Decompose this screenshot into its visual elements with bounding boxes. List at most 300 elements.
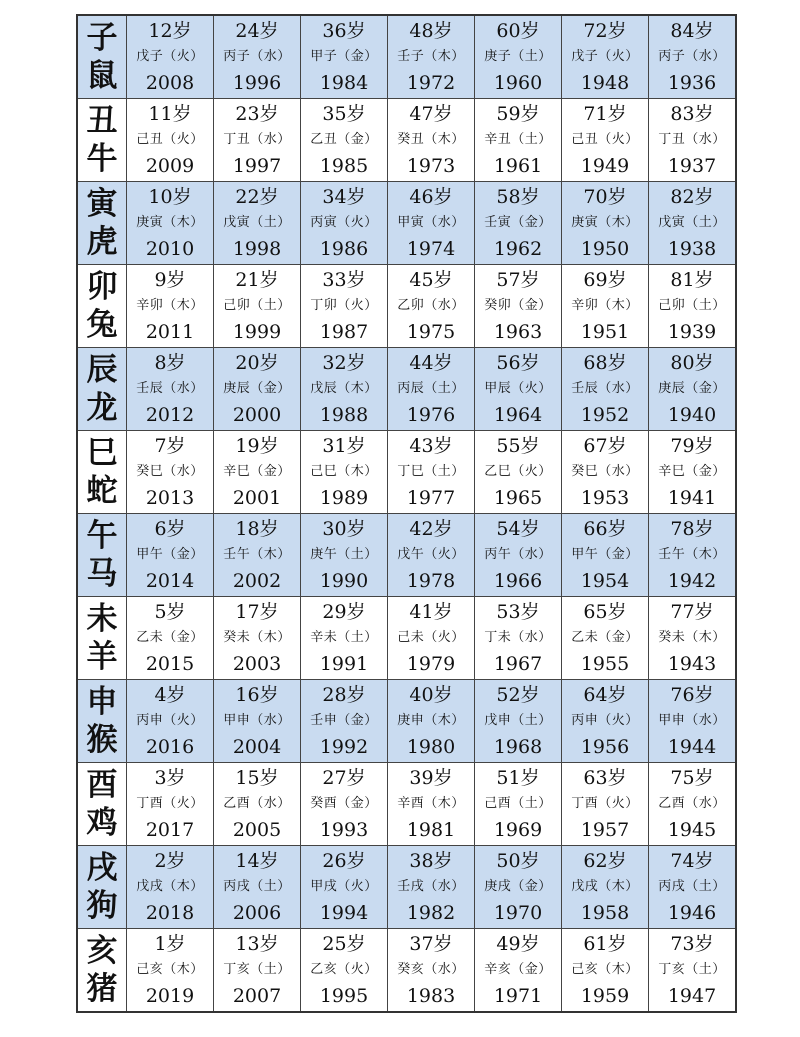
age: 54岁 [496,517,540,540]
age: 71岁 [583,102,627,125]
age: 29岁 [322,600,366,623]
ganzhi-element: 庚辰（金） [658,380,726,396]
ganzhi-element: 乙卯（水） [397,297,465,313]
ganzhi-element: 壬午（木） [223,546,291,562]
age: 76岁 [670,683,714,706]
ganzhi-element: 甲辰（火） [484,380,552,396]
age-cell [388,597,475,680]
birth-year: 1961 [493,154,543,177]
zodiac-label-cell [77,265,127,348]
zodiac-animal: 猪 [86,971,118,1007]
birth-year: 1952 [580,403,630,426]
age-cell [388,348,475,431]
age-cell [475,15,562,99]
zodiac-label-cell [77,846,127,929]
ganzhi-element: 辛巳（金） [223,463,291,479]
ganzhi-element: 甲午（金） [571,546,639,562]
birth-year: 1996 [232,71,282,94]
age-cell [649,846,737,929]
age-cell [388,431,475,514]
earthly-branch: 未 [86,601,118,637]
earthly-branch: 戌 [86,850,118,886]
age: 57岁 [496,268,540,291]
age: 53岁 [496,600,540,623]
birth-year: 2010 [145,237,195,260]
ganzhi-element: 己丑（火） [571,131,639,147]
birth-year: 1978 [406,569,456,592]
age-cell [649,431,737,514]
ganzhi-element: 壬午（木） [658,546,726,562]
age-cell [301,680,388,763]
age-cell [127,182,214,265]
age: 14岁 [235,849,279,872]
ganzhi-element: 甲寅（水） [397,214,465,230]
age-cell [127,929,214,1013]
age: 6岁 [154,517,186,540]
ganzhi-element: 戊午（火） [397,546,465,562]
ganzhi-element: 壬子（木） [397,48,465,64]
ganzhi-element: 乙未（金） [571,629,639,645]
ganzhi-element: 壬戌（水） [397,878,465,894]
age: 25岁 [322,932,366,955]
ganzhi-element: 癸卯（金） [484,297,552,313]
age: 55岁 [496,434,540,457]
earthly-branch: 午 [86,518,118,554]
age-cell [214,265,301,348]
birth-year: 1958 [580,901,630,924]
age-cell [475,182,562,265]
earthly-branch: 亥 [86,933,118,969]
zodiac-animal: 狗 [86,888,118,924]
age-cell [214,929,301,1013]
age-cell [214,431,301,514]
age: 3岁 [154,766,186,789]
birth-year: 1943 [667,652,717,675]
age-cell [127,514,214,597]
age: 65岁 [583,600,627,623]
age: 78岁 [670,517,714,540]
age: 60岁 [496,19,540,42]
birth-year: 1998 [232,237,282,260]
ganzhi-element: 庚午（土） [310,546,378,562]
ganzhi-element: 癸巳（水） [571,463,639,479]
birth-year: 2017 [145,818,195,841]
age: 8岁 [154,351,186,374]
age: 47岁 [409,102,453,125]
birth-year: 1967 [493,652,543,675]
zodiac-animal: 猴 [86,722,118,758]
birth-year: 1942 [667,569,717,592]
age-cell [214,99,301,182]
ganzhi-element: 己未（火） [397,629,465,645]
birth-year: 1991 [319,652,369,675]
zodiac-row [77,680,736,763]
age: 7岁 [154,434,186,457]
birth-year: 1982 [406,901,456,924]
age-cell [475,597,562,680]
birth-year: 1941 [667,486,717,509]
age-cell [388,265,475,348]
ganzhi-element: 甲戌（火） [310,878,378,894]
ganzhi-element: 庚寅（木） [571,214,639,230]
ganzhi-element: 丁亥（土） [223,961,291,977]
age-cell [127,680,214,763]
ganzhi-element: 丙申（火） [571,712,639,728]
ganzhi-element: 丙午（水） [484,546,552,562]
ganzhi-element: 辛亥（金） [484,961,552,977]
age-cell [301,929,388,1013]
ganzhi-element: 癸未（木） [658,629,726,645]
ganzhi-element: 癸酉（金） [310,795,378,811]
age-cell [214,763,301,846]
age-cell [649,99,737,182]
zodiac-label-cell [77,763,127,846]
age-cell [214,514,301,597]
age-cell [301,99,388,182]
age-cell [301,348,388,431]
age-cell [475,348,562,431]
age: 81岁 [670,268,714,291]
zodiac-row [77,431,736,514]
age-cell [301,763,388,846]
ganzhi-element: 丁亥（土） [658,961,726,977]
birth-year: 1956 [580,735,630,758]
zodiac-row [77,182,736,265]
birth-year: 2004 [232,735,282,758]
zodiac-label-cell [77,182,127,265]
birth-year: 1979 [406,652,456,675]
ganzhi-element: 丙戌（土） [223,878,291,894]
birth-year: 2019 [145,984,195,1007]
age: 46岁 [409,185,453,208]
age-cell [475,929,562,1013]
birth-year: 1976 [406,403,456,426]
age: 4岁 [154,683,186,706]
age: 2岁 [154,849,186,872]
birth-year: 1997 [232,154,282,177]
earthly-branch: 申 [86,684,118,720]
age: 83岁 [670,102,714,125]
age-cell [214,680,301,763]
age: 37岁 [409,932,453,955]
zodiac-animal: 鸡 [86,805,118,841]
age-cell [562,99,649,182]
zodiac-row [77,597,736,680]
earthly-branch: 寅 [86,186,118,222]
age: 12岁 [148,19,192,42]
ganzhi-element: 乙酉（水） [658,795,726,811]
zodiac-label-cell [77,15,127,99]
zodiac-animal: 蛇 [86,473,118,509]
age: 33岁 [322,268,366,291]
zodiac-label-cell [77,514,127,597]
zodiac-row [77,348,736,431]
age: 63岁 [583,766,627,789]
birth-year: 1951 [580,320,630,343]
age-cell [562,348,649,431]
zodiac-animal: 牛 [86,141,118,177]
age-cell [562,846,649,929]
age-cell [649,15,737,99]
zodiac-age-table [76,14,737,1013]
age: 70岁 [583,185,627,208]
birth-year: 1945 [667,818,717,841]
age: 64岁 [583,683,627,706]
age-cell [649,514,737,597]
birth-year: 1947 [667,984,717,1007]
birth-year: 2002 [232,569,282,592]
age: 51岁 [496,766,540,789]
age: 40岁 [409,683,453,706]
birth-year: 1970 [493,901,543,924]
age: 45岁 [409,268,453,291]
age: 52岁 [496,683,540,706]
age-cell [562,514,649,597]
age-cell [388,514,475,597]
birth-year: 1936 [667,71,717,94]
age-cell [127,597,214,680]
birth-year: 1988 [319,403,369,426]
birth-year: 1987 [319,320,369,343]
zodiac-label-cell [77,929,127,1013]
age: 61岁 [583,932,627,955]
birth-year: 1938 [667,237,717,260]
age: 23岁 [235,102,279,125]
zodiac-animal: 羊 [86,639,118,675]
birth-year: 1964 [493,403,543,426]
age-cell [475,763,562,846]
ganzhi-element: 己卯（土） [658,297,726,313]
age-cell [127,348,214,431]
age-cell [127,15,214,99]
birth-year: 1959 [580,984,630,1007]
age: 30岁 [322,517,366,540]
age: 62岁 [583,849,627,872]
age: 36岁 [322,19,366,42]
birth-year: 1992 [319,735,369,758]
birth-year: 1940 [667,403,717,426]
birth-year: 2012 [145,403,195,426]
zodiac-row [77,514,736,597]
ganzhi-element: 丙子（水） [223,48,291,64]
ganzhi-element: 丁丑（水） [658,131,726,147]
age-cell [214,15,301,99]
age: 68岁 [583,351,627,374]
birth-year: 1957 [580,818,630,841]
birth-year: 1939 [667,320,717,343]
age: 32岁 [322,351,366,374]
birth-year: 2015 [145,652,195,675]
earthly-branch: 丑 [86,103,118,139]
ganzhi-element: 乙酉（水） [223,795,291,811]
age: 74岁 [670,849,714,872]
earthly-branch: 酉 [86,767,118,803]
age-cell [127,763,214,846]
birth-year: 1954 [580,569,630,592]
birth-year: 1953 [580,486,630,509]
age-cell [388,763,475,846]
age: 48岁 [409,19,453,42]
birth-year: 2005 [232,818,282,841]
birth-year: 1993 [319,818,369,841]
age: 17岁 [235,600,279,623]
ganzhi-element: 癸亥（水） [397,961,465,977]
birth-year: 2014 [145,569,195,592]
age: 10岁 [148,185,192,208]
birth-year: 1974 [406,237,456,260]
age-cell [562,431,649,514]
age: 26岁 [322,849,366,872]
age-cell [475,846,562,929]
age-cell [127,265,214,348]
age: 31岁 [322,434,366,457]
age-cell [562,182,649,265]
age-cell [649,763,737,846]
ganzhi-element: 戊寅（土） [223,214,291,230]
ganzhi-element: 丙辰（土） [397,380,465,396]
birth-year: 1948 [580,71,630,94]
ganzhi-element: 壬辰（水） [571,380,639,396]
age-cell [562,680,649,763]
ganzhi-element: 庚戌（金） [484,878,552,894]
ganzhi-element: 戊子（火） [136,48,204,64]
age-cell [649,182,737,265]
ganzhi-element: 癸巳（水） [136,463,204,479]
birth-year: 1949 [580,154,630,177]
ganzhi-element: 乙亥（火） [310,961,378,977]
ganzhi-element: 戊戌（木） [136,878,204,894]
earthly-branch: 巳 [86,435,118,471]
birth-year: 1966 [493,569,543,592]
age: 13岁 [235,932,279,955]
age-cell [301,15,388,99]
birth-year: 2007 [232,984,282,1007]
age: 11岁 [148,102,192,125]
ganzhi-element: 己丑（火） [136,131,204,147]
age-cell [388,99,475,182]
age-cell [562,929,649,1013]
age-cell [301,431,388,514]
ganzhi-element: 丁卯（火） [310,297,378,313]
age: 18岁 [235,517,279,540]
birth-year: 2016 [145,735,195,758]
earthly-branch: 辰 [86,352,118,388]
age: 84岁 [670,19,714,42]
ganzhi-element: 辛卯（木） [136,297,204,313]
age-cell [388,182,475,265]
ganzhi-element: 甲申（水） [658,712,726,728]
ganzhi-element: 己卯（土） [223,297,291,313]
age: 73岁 [670,932,714,955]
age-cell [475,680,562,763]
ganzhi-element: 癸丑（木） [397,131,465,147]
ganzhi-element: 丁未（水） [484,629,552,645]
ganzhi-element: 乙未（金） [136,629,204,645]
ganzhi-element: 壬辰（水） [136,380,204,396]
age: 75岁 [670,766,714,789]
birth-year: 1962 [493,237,543,260]
age: 82岁 [670,185,714,208]
ganzhi-element: 丁酉（火） [136,795,204,811]
zodiac-animal: 马 [86,556,118,592]
age-cell [475,514,562,597]
ganzhi-element: 己亥（木） [571,961,639,977]
ganzhi-element: 丙寅（火） [310,214,378,230]
age-cell [301,597,388,680]
age-cell [301,514,388,597]
age-cell [649,680,737,763]
age: 16岁 [235,683,279,706]
age-cell [475,99,562,182]
age: 59岁 [496,102,540,125]
zodiac-animal: 龙 [86,390,118,426]
zodiac-animal: 虎 [86,224,118,260]
birth-year: 2001 [232,486,282,509]
ganzhi-element: 甲子（金） [310,48,378,64]
age: 80岁 [670,351,714,374]
birth-year: 2013 [145,486,195,509]
birth-year: 1965 [493,486,543,509]
age-cell [649,597,737,680]
zodiac-row [77,15,736,99]
ganzhi-element: 戊辰（木） [310,380,378,396]
age: 77岁 [670,600,714,623]
ganzhi-element: 戊寅（土） [658,214,726,230]
age: 72岁 [583,19,627,42]
zodiac-row [77,99,736,182]
birth-year: 1975 [406,320,456,343]
zodiac-label-cell [77,99,127,182]
ganzhi-element: 辛巳（金） [658,463,726,479]
birth-year: 1985 [319,154,369,177]
birth-year: 1937 [667,154,717,177]
age-cell [649,265,737,348]
ganzhi-element: 癸未（木） [223,629,291,645]
birth-year: 1971 [493,984,543,1007]
age-cell [649,348,737,431]
ganzhi-element: 辛酉（木） [397,795,465,811]
zodiac-row [77,265,736,348]
ganzhi-element: 戊戌（木） [571,878,639,894]
age: 34岁 [322,185,366,208]
age: 49岁 [496,932,540,955]
age-cell [214,846,301,929]
birth-year: 1980 [406,735,456,758]
age: 44岁 [409,351,453,374]
age-cell [562,763,649,846]
birth-year: 1981 [406,818,456,841]
age: 43岁 [409,434,453,457]
birth-year: 1990 [319,569,369,592]
birth-year: 1973 [406,154,456,177]
zodiac-animal: 兔 [86,307,118,343]
age-cell [127,99,214,182]
zodiac-row [77,846,736,929]
age: 79岁 [670,434,714,457]
zodiac-label-cell [77,431,127,514]
age: 50岁 [496,849,540,872]
birth-year: 2018 [145,901,195,924]
age-cell [214,182,301,265]
birth-year: 1955 [580,652,630,675]
birth-year: 1950 [580,237,630,260]
age: 22岁 [235,185,279,208]
age-cell [301,182,388,265]
birth-year: 1983 [406,984,456,1007]
birth-year: 2003 [232,652,282,675]
age-cell [214,597,301,680]
age: 69岁 [583,268,627,291]
